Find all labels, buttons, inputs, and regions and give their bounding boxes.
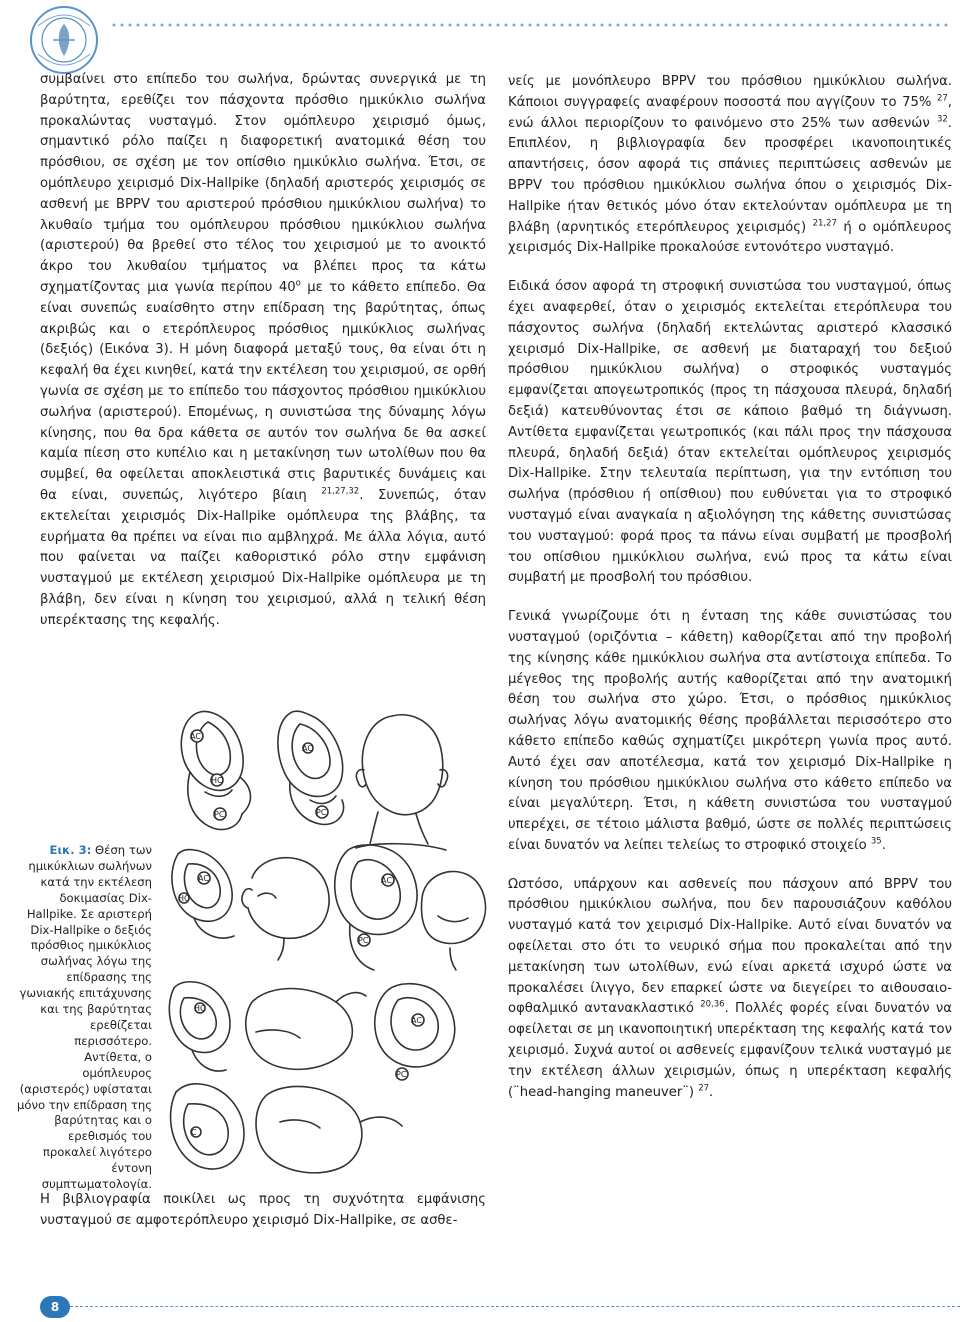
text-run: συμβαίνει στο επίπεδο του σωλήνα, δρώντας συνεργικά με τη βαρύτητα, ερεθίζει τον πάσχοντα πρόσθιο ημικύκλιο σωλήνα προκαλώντας νυσταγμό. Στον ομόπλευρο χειρισμό όμως, σημαντικό ρόλο παίζει η διαφορετική ανατομικά θέση του πρόσθιου, σε σχέση με τον οπίσθιο ημικύκλιο σωλήνα. Έτσι, σε ομόπλευρο χειρισμό Dix-Hallpike (δηλαδή αριστερός χειρισμός σε ασθενή με BPPV του αριστερού πρόσθιου ημικύκλιου σωλήνα) το λκυθαίο τμήμα του ομόπλευρου πρόσθιου ημικύκλιου σωλήνα (αριστερού) θα βρεθεί στο τέλος του χειρισμού με το ανοικτό άκρο του λκυθαίου τμήματος να βλέπει προς τα κάτω σχηματίζοντας μια γωνία περίπου 40 (40, 72, 486, 295)
labyrinth-lower-left (169, 982, 230, 1071)
label-ac: AC (302, 744, 313, 753)
bottom-left-paragraph (40, 1190, 486, 1232)
head-bottom-view (256, 1086, 402, 1172)
labyrinth-center (335, 845, 417, 970)
degree-sign: ο (295, 278, 301, 289)
citation-ref: 21,27 (812, 218, 837, 229)
labyrinth-lower-right (375, 984, 455, 1080)
label-pc: PC (214, 810, 225, 819)
citation-ref: 27 (698, 1083, 710, 1094)
head-back-view (356, 715, 448, 850)
head-lying-view (246, 989, 366, 1070)
head-top-view (422, 871, 486, 970)
label-pc: PC (358, 936, 369, 945)
text-run: με το κάθετο επίπεδο. Θα είναι συνεπώς ευαίσθητο στην επίδραση της βαρύτητας, όπως ακριβώς και ο ετερόπλευρος πρόσθιος ημικύκλιος σωλήνας (δεξιός) (Εικόνα 3). Η μόνη διαφορά μεταξύ τους, θα είναι ότι η κεφαλή θα έχει κινηθεί, κατά την εκτέλεση του χειρισμού, σε ορθή γωνία σε σχέση με το επίπεδο του πάσχοντος πρόσθιου ημικύκλιου σωλήνα (αριστερού). Επομένως, η συνιστώσα της δύναμης λόγω κίνησης, που θα δρα κάθετα σε αυτόν τον σωλήνα δε θα ασκεί καμία πίεση στο κυπέλιο και η μετακίνηση των ωτολίθων που θα συμβεί, θα οφείλεται αποκλειστικά στις βαρυτικές δυνάμεις και θα είναι, συνεπώς, λιγότερο βίαιη (40, 279, 486, 503)
caption-label: Εικ. 3: (49, 843, 92, 857)
label-pc: PC (396, 1070, 407, 1079)
label-ac: AC (381, 876, 392, 885)
text-run: νείς με μονόπλευρο BPPV του πρόσθιου ημικύκλιου σωλήνα. Κάποιοι συγγραφείς αναφέρουν ποσοστά που αγγίζουν το 75% (508, 74, 952, 110)
right-column (508, 72, 952, 1103)
text-run: . (709, 1084, 714, 1100)
right-paragraph-4 (508, 875, 952, 1104)
label-hc: HC (178, 894, 190, 903)
text-run: . Επιπλέον, η βιβλιογραφία δεν προσφέρει ικανοποιητικές απαντήσεις, όσον αφορά τις σπάνιες περιπτώσεις ασθενών με BPPV του πρόσθιου ημικύκλιου σωλήνα όπου ο χειρισμός Dix-Hallpike ήταν θετικός μόνο όταν εκτελούνταν ομόπλευρα με τη βλάβη (αρνητικός ετερόπλευρος χειρισμός) (508, 115, 952, 235)
left-paragraph-1 (40, 70, 486, 632)
label-hc: HC (211, 776, 223, 785)
right-paragraph-3 (508, 607, 952, 857)
citation-ref: 27 (936, 93, 948, 104)
figure-3-caption (14, 843, 152, 1193)
right-paragraph-1 (508, 72, 952, 259)
head-side-view-1 (242, 858, 329, 960)
label-ac: AC (190, 732, 201, 741)
right-paragraph-2: Ειδικά όσον αφορά τη στροφική συνιστώσα του νυσταγμού, όπως έχει αναφερθεί, όταν ο χειρισμός εκτελείται ετερόπλευρα του πάσχοντος σωλήνα (δηλαδή εκτελώντας αριστερό κλασσικό χειρισμό Dix-Hallpike, σε ασθενή με διαταραχή του δεξιού πρόσθιου ημικύκλιου σωλήνα) ο στροφικός νυσταγμός εμφανίζεται απογεωτροπικός (προς τη πάσχουσα πλευρά, δηλαδή δεξιά) κατευθύνοντας έτσι σε κάποιο βαθμό τη διάγνωση. Αντίθετα εμφανίζεται γεωτροπικός (και πάλι προς την πάσχουσα πλευρά, δηλαδή δεξιά) όταν εκτελείται ομόπλευρος χειρισμός Dix-Hallpike. Στην τελευταία περίπτωση, για την εντόπιση του σωλήνα (πρόσθιου ή οπίσθιου) που ευθύνεται για το στροφικό νυσταγμό είναι αναγκαία η αξιολόγηση της κάθετης συνιστώσας του νυσταγμού: φορά προς τα πάνω είναι συμβατή με προσβολή του οπίσθιου ημικύκλιου σωλήνα, ενώ προς τα κάτω είναι συμβατή με προσβολή του πρόσθιου. (508, 279, 952, 586)
text-run: Η βιβλιογραφία ποικίλει ως προς τη συχνότητα εμφάνισης νυσταγμού σε αμφοτερόπλευρο χειρισμό Dix-Hallpike, σε ασθε- (40, 1192, 486, 1228)
label-hc: HC (194, 1004, 206, 1013)
label-pc: PC (316, 808, 327, 817)
left-column (40, 70, 486, 632)
citation-ref: 32 (936, 114, 948, 125)
citation-ref: 20,36 (700, 1000, 725, 1011)
labyrinth-bottom (171, 1084, 244, 1169)
footer-dashed-rule (70, 1306, 960, 1307)
text-run: . (881, 837, 886, 853)
text-run: . Συνεπώς, όταν εκτελείται χειρισμός Dix-Hallpike ομόπλευρα της βλάβης, τα ευρήματα θα πρέπει να είναι πιο αμβληχρά. Με άλλα λόγια, αυτό που φαίνεται να παίζει καθοριστικό ρόλο στην εμφάνιση νυσταγμού με εκτέλεση χειρισμού Dix-Hallpike ομόπλευρα με τη βλάβη, δεν είναι η κίνηση του χειρισμού, αλλά η τελική θέση υπερέκτασης της κεφαλής. (40, 487, 486, 628)
citation-ref: 35 (870, 836, 882, 847)
text-run: , ενώ άλλοι περιορίζουν το φαινόμενο στο 25% των ασθενών (508, 94, 952, 131)
citation-ref: 21,27,32 (321, 486, 360, 497)
text-run: . Πολλές φορές είναι δυνατόν να οφείλεται σε μη ικανοποιητική υπερέκταση της κεφαλής κατά τον χειρισμό. Συχνά αυτοί οι ασθενείς εμφανίζουν τελικά νυσταγμό με την εκτέλεση άλλων χειρισμών, όπως η υπερέκταση κεφαλής (¨head-hanging maneuver¨) (508, 1001, 952, 1100)
label-ac: AC (198, 874, 209, 883)
society-logo (26, 4, 102, 76)
text-run: Ωστόσο, υπάρχουν και ασθενείς που πάσχουν από BPPV του πρόσθιου ημικύκλιου σωλήνα, που δεν παρουσιάζουν καθόλου νυσταγμό κατά τον χειρισμό Dix-Hallpike. Αυτό είναι δυνατόν να οφείλεται στο ότι το νευρικό σήμα που προκαλείται από την μετακίνηση των ωτολίθων, ενώ είναι αρκετά ισχυρό ώστε να προκαλέσει ίλιγγο, δεν επαρκεί ώστε να διεγείρει το αιθουσαιο-οφθαλμικό αντανακλαστικό (508, 876, 952, 1017)
labyrinth-top-middle (278, 711, 344, 824)
page-number: 8 (40, 1296, 70, 1318)
header-dotted-rule (110, 22, 948, 28)
caption-text: Θέση των ημικύκλιων σωλήνων κατά την εκτέλεση δοκιμασίας Dix-Hallpike. Σε αριστερή Dix-Hallpike ο δεξιός πρόσθιος ημικύκλιος σωλήνας λόγω της επίδρασης της γωνιακής επιτάχυνσης και της βαρύτητας ερεθίζεται περισσότερο. Αντίθετα, ο ομόπλευρος (αριστερός) υφίσταται μόνο την επίδραση της βαρύτητας και ο ερεθισμός του προκαλεί λιγότερο έντονη συμπτωματολογία. (17, 843, 152, 1192)
footer-page-bar (0, 1296, 960, 1318)
label-ac: AC (411, 1016, 422, 1025)
figure-3-illustration (160, 702, 490, 1184)
text-run: ή ο ομόπλευρος χειρισμός Dix-Hallpike προκαλούσε εντονότερο νυσταγμό. (508, 219, 952, 256)
label-c: C (191, 1128, 197, 1137)
text-run: Γενικά γνωρίζουμε ότι η ένταση της κάθε συνιστώσας του νυσταγμού (οριζόντια – κάθετη) καθορίζεται από την προβολή της κίνησης κάθε ημικύκλιου σωλήνα στα αντίστοιχα επίπεδα. Το μέγεθος της προβολής αυτής καθορίζεται από την ανατομική θέση του σωλήνα στο χώρο. Έτσι, ο πρόσθιος ημικύκλιος σωλήνας λόγω ανατομικής θέσης προβάλλεται περισσότερο στο κάθετο επίπεδο καθώς σχηματίζει μικρότερη γωνία προς αυτό. Αυτό έχει σαν αποτέλεσμα, κατά τον χειρισμό Dix-Hallpike η κίνηση του πρόσθιου ημικύκλιου σωλήνα στο κάθετο επίπεδο να είναι μεγαλύτερη. Έτσι, η κάθετη συνιστώσα του νυσταγμού υπερέχει, σε τέτοιο μάλιστα βαθμό, ώστε σε πολλές περιπτώσεις είναι δυνατόν να λείπει τελείως το στροφικό στοιχείο (508, 609, 952, 853)
